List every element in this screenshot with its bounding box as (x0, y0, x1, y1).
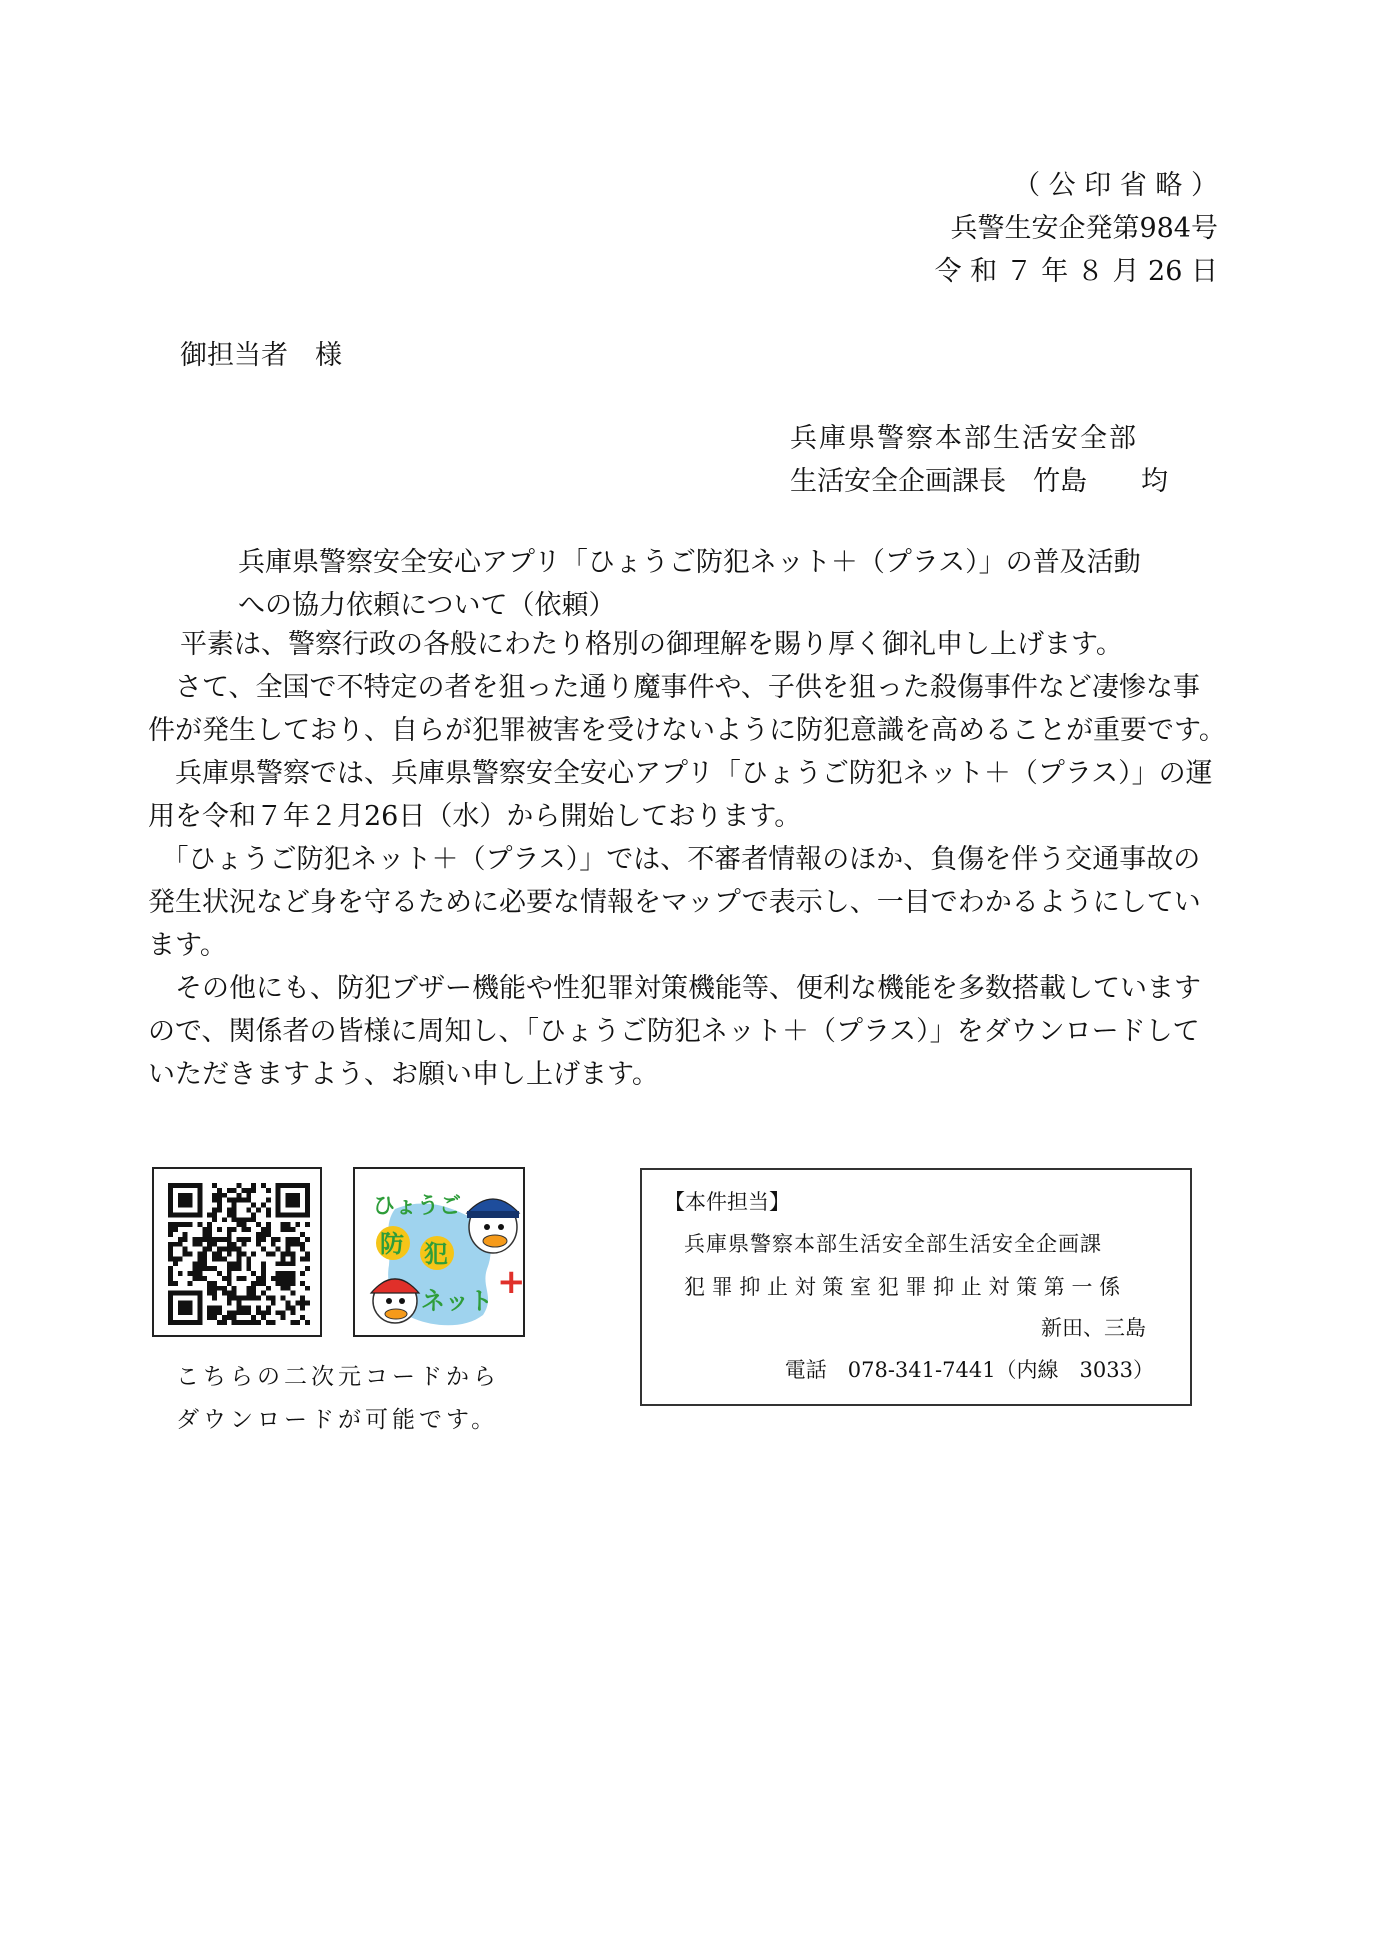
body-line: 発生状況など身を守るために必要な情報をマップで表示し、一目でわかるようにしてい (148, 887, 1201, 918)
logo-char-1: 防 (380, 1230, 404, 1258)
contact-section: 犯 罪 抑 止 対 策 室 犯 罪 抑 止 対 策 第 一 係 (684, 1275, 1121, 1299)
app-logo (353, 1167, 525, 1337)
sender-department: 兵庫県警察本部生活安全部 (790, 423, 1138, 454)
logo-char-2: 犯 (424, 1240, 448, 1268)
qr-caption-line-2: ダウンロードが可能です。 (176, 1407, 499, 1433)
qr-code[interactable] (152, 1167, 322, 1337)
logo-plus: + (497, 1262, 526, 1302)
document-date: 令 和 ７ 年 ８ 月 26 日 (934, 256, 1218, 287)
body-line: 「ひょうご防犯ネット＋（プラス）」では、不審者情報のほか、負傷を伴う交通事故の (148, 844, 1201, 875)
body-line: ます。 (148, 930, 227, 961)
sender-name: 生活安全企画課長 竹島 均 (790, 466, 1168, 497)
contact-box (640, 1168, 1192, 1406)
logo-text-bottom: ネット (421, 1287, 493, 1315)
subject (238, 541, 1141, 627)
contact-organization: 兵庫県警察本部生活安全部生活安全企画課 (684, 1232, 1102, 1256)
contact-staff: 新田、三島 (1041, 1316, 1146, 1340)
body-line: その他にも、防犯ブザー機能や性犯罪対策機能等、便利な機能を多数搭載しています (148, 973, 1201, 1004)
logo-text-top: ひょうご (373, 1194, 462, 1219)
contact-phone: 電話 078-341-7441（内線 3033） (784, 1358, 1154, 1382)
qr-finder-pattern (278, 1185, 307, 1214)
body-line: 用を令和７年２月26日（水）から開始しております。 (148, 801, 802, 832)
contact-heading: 【本件担当】 (664, 1190, 790, 1214)
body-line: 平素は、警察行政の各般にわたり格別の御理解を賜り厚く御礼申し上げます。 (180, 629, 1123, 660)
body-line: ので、関係者の皆様に周知し、「ひょうご防犯ネット＋（プラス）」をダウンロードして (148, 1016, 1200, 1047)
body-line: 件が発生しており、自らが犯罪被害を受けないように防犯意識を高めることが重要です。 (148, 715, 1226, 746)
app-logo-graphic (355, 1169, 525, 1337)
body-text (148, 623, 1238, 1096)
body-line: さて、全国で不特定の者を狙った通り魔事件や、子供を狙った殺傷事件など凄惨な事 (148, 672, 1200, 703)
document-number: 兵警生安企発第984号 (950, 213, 1218, 244)
qr-code-pattern (168, 1183, 310, 1325)
qr-finder-pattern (170, 1293, 199, 1322)
qr-caption-line-1: こちらの二次元コードから (176, 1364, 500, 1390)
body-line: 兵庫県警察では、兵庫県警察安全安心アプリ「ひょうご防犯ネット＋（プラス）」の運 (148, 758, 1213, 789)
qr-finder-pattern (170, 1185, 199, 1214)
body-line: いただきますよう、お願い申し上げます。 (148, 1059, 659, 1090)
police-mascot-icon (467, 1199, 519, 1253)
recipient: 御担当者 様 (180, 340, 342, 371)
seal-note: （ 公 印 省 略 ） (1013, 170, 1218, 201)
subject-line-1: 兵庫県警察安全安心アプリ「ひょうご防犯ネット＋（プラス）」の普及活動 (238, 547, 1141, 578)
qr-caption (176, 1356, 500, 1442)
subject-line-2: への協力依頼について（依頼） (238, 590, 616, 621)
